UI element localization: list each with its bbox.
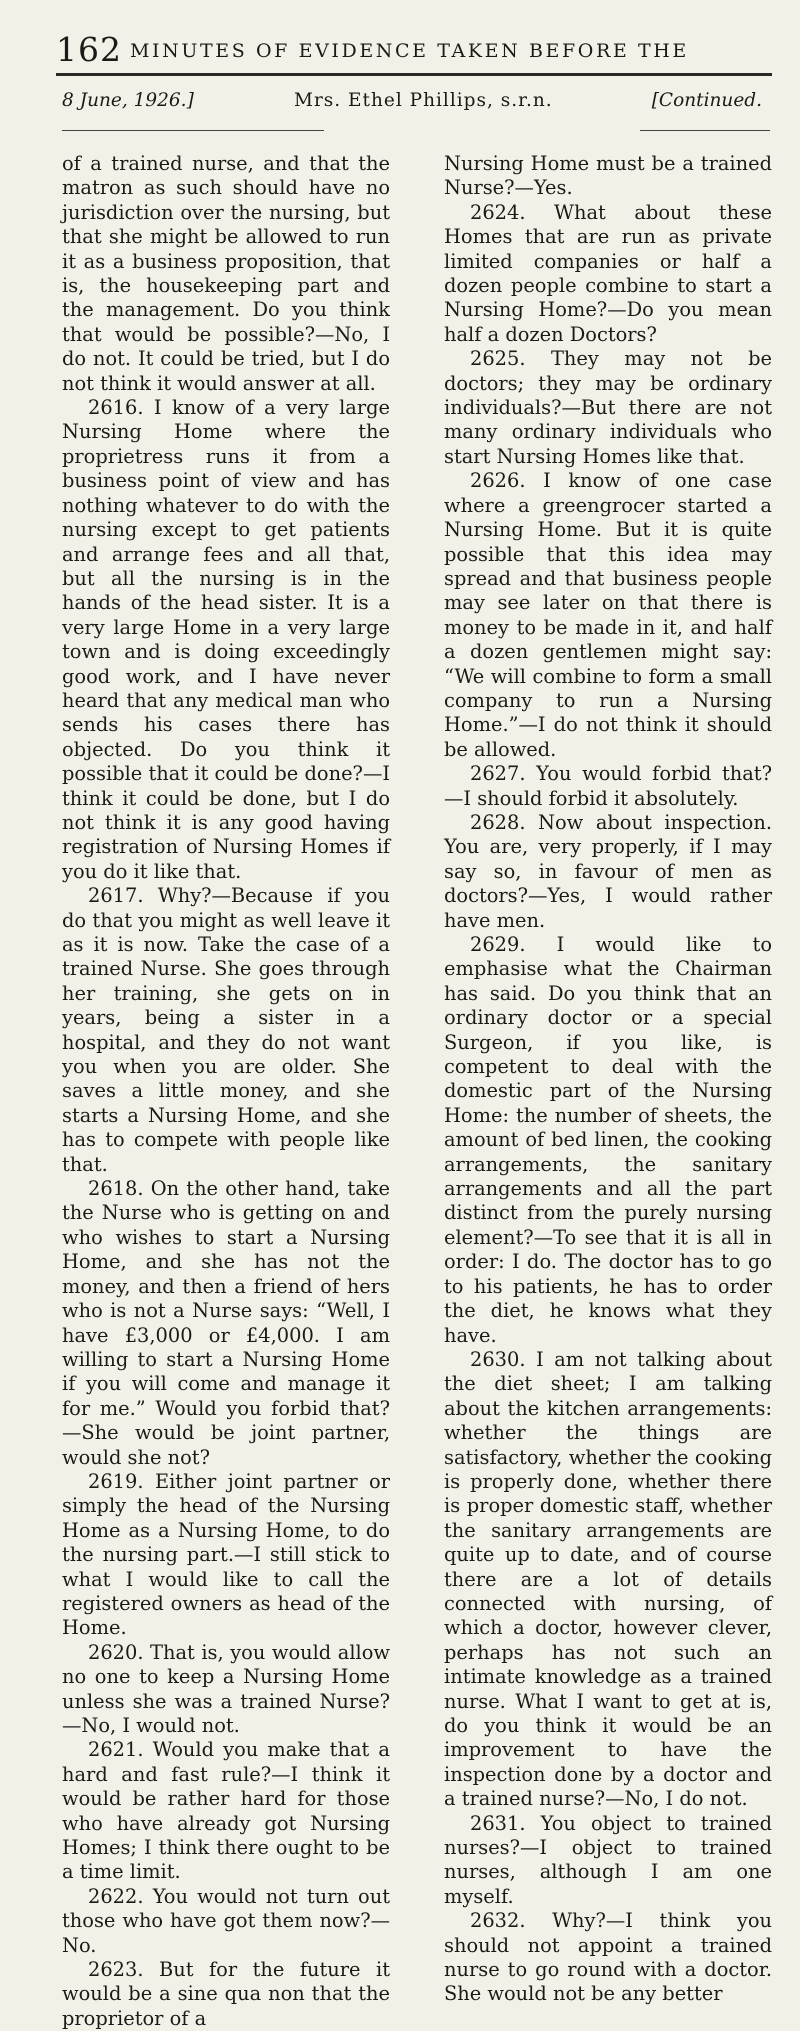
running-title: MINUTES OF EVIDENCE TAKEN BEFORE THE — [130, 40, 689, 62]
paragraph: 2618. On the other hand, take the Nurse who is getting on and who wishes to start a Nursing Home, and she has not the money, and then a friend of hers who is not a Nurse says: “Well, I have £3,000 or £4,000. I am willing to start a Nursing Home if you will come and manage it for me.” Would you forbid that?—She would be joint partner, would she not? — [62, 1177, 390, 1469]
paragraph: 2617. Why?—Because if you do that you might as well leave it as it is now. Take the case of a trained Nurse. She goes through her training, she gets on in years, being a sister in a hospital, and they do not want you when you are older. She saves a little money, and she starts a Nursing Home, and she has to compete with people like that. — [62, 884, 390, 1176]
subheader-rule-left — [62, 130, 324, 131]
paragraph: 2616. I know of a very large Nursing Home where the proprietress runs it from a business point of view and has nothing whatever to do with the nursing except to get patients and arrange fees and all that, but all the nursing is in the hands of the head sister. It is a very large Home in a very large town and is doing exceedingly good work, and I have never heard that any medical man who sends his cases there has objected. Do you think it possible that it could be done?—I think it could be done, but I do not think it is any good having registration of Nursing Homes if you do it like that. — [62, 396, 390, 883]
subheader — [62, 90, 772, 120]
header-rule — [56, 73, 772, 76]
paragraph: 2619. Either joint partner or simply the head of the Nursing Home as a Nursing Home, to do the nursing part.—I still stick to what I would like to call the registered owners as head of the Home. — [62, 1469, 390, 1640]
paragraph: 2620. That is, you would allow no one to keep a Nursing Home unless she was a trained Nurse?—No, I would not. — [62, 1640, 390, 1737]
paragraph: 2626. I know of one case where a greengrocer started a Nursing Home. But it is quite possible that this idea may spread and that business people may see later on that there is money to be made in it, and half a dozen gentlemen might say: “We will combine to form a small company to run a Nursing Home.”—I do not think it should be allowed. — [444, 469, 772, 761]
paragraph: 2623. But for the future it would be a sine qua non that the proprietor of a — [62, 1958, 390, 2030]
paragraph: 2629. I would like to emphasise what the Chairman has said. Do you think that an ordinary doctor or a special Surgeon, if you like, is competent to deal with the domestic part of the Nursing Home: the number of sheets, the amount of bed linen, the cooking arrangements, the sanitary arrangements and all the part distinct from the purely nursing element?—To see that it is all in order: I do. The doctor has to go to his patients, he has to order the diet, he knows what they have. — [444, 933, 772, 1347]
page-number: 162 — [56, 30, 122, 69]
paragraph: 2621. Would you make that a hard and fast rule?—I think it would be rather hard for those who have already got Nursing Homes; I think there ought to be a time limit. — [62, 1738, 390, 1884]
witness-name: Mrs. Ethel Phillips, s.r.n. — [294, 90, 553, 111]
continued-label: [Continued. — [651, 90, 762, 111]
paragraph: 2627. You would forbid that?—I should forbid it absolutely. — [444, 762, 772, 810]
right-column — [444, 152, 772, 2007]
paragraph: 2632. Why?—I think you should not appoint a trained nurse to go round with a doctor. She would not be any better — [444, 1909, 772, 2006]
paragraph: Nursing Home must be a trained Nurse?—Yes. — [444, 152, 772, 200]
paragraph: 2628. Now about inspection. You are, very properly, if I may say so, in favour of men as doctors?—Yes, I would rather have men. — [444, 810, 772, 932]
page-header — [56, 30, 772, 70]
paragraph: 2622. You would not turn out those who have got them now?—No. — [62, 1884, 390, 1957]
paragraph: 2625. They may not be doctors; they may be ordinary individuals?—But there are not many ordinary individuals who start Nursing Homes like that. — [444, 347, 772, 468]
left-column — [62, 152, 390, 2031]
paragraph: of a trained nurse, and that the matron as such should have no jurisdiction over the nursing, but that she might be allowed to run it as a business proposition, that is, the housekeeping part and the management. Do you think that would be possible?—No, I do not. It could be tried, but I do not think it would answer at all. — [62, 152, 390, 395]
paragraph: 2630. I am not talking about the diet sheet; I am talking about the kitchen arrangements: whether the things are satisfactory, whether the cooking is properly done, whether there is proper domestic staff, whether the sanitary arrangements are quite up to date, and of course there are a lot of details connected with nursing, of which a doctor, however clever, perhaps has not such an intimate knowledge as a trained nurse. What I want to get at is, do you think it would be an improvement to have the inspection done by a doctor and a trained nurse?—No, I do not. — [444, 1347, 772, 1811]
paragraph: 2631. You object to trained nurses?—I object to trained nurses, although I am one myself. — [444, 1811, 772, 1908]
paragraph: 2624. What about these Homes that are run as private limited companies or half a dozen people combine to start a Nursing Home?—Do you mean half a dozen Doctors? — [444, 200, 772, 346]
subheader-rule-right — [640, 130, 770, 131]
hearing-date: 8 June, 1926.] — [62, 90, 194, 111]
